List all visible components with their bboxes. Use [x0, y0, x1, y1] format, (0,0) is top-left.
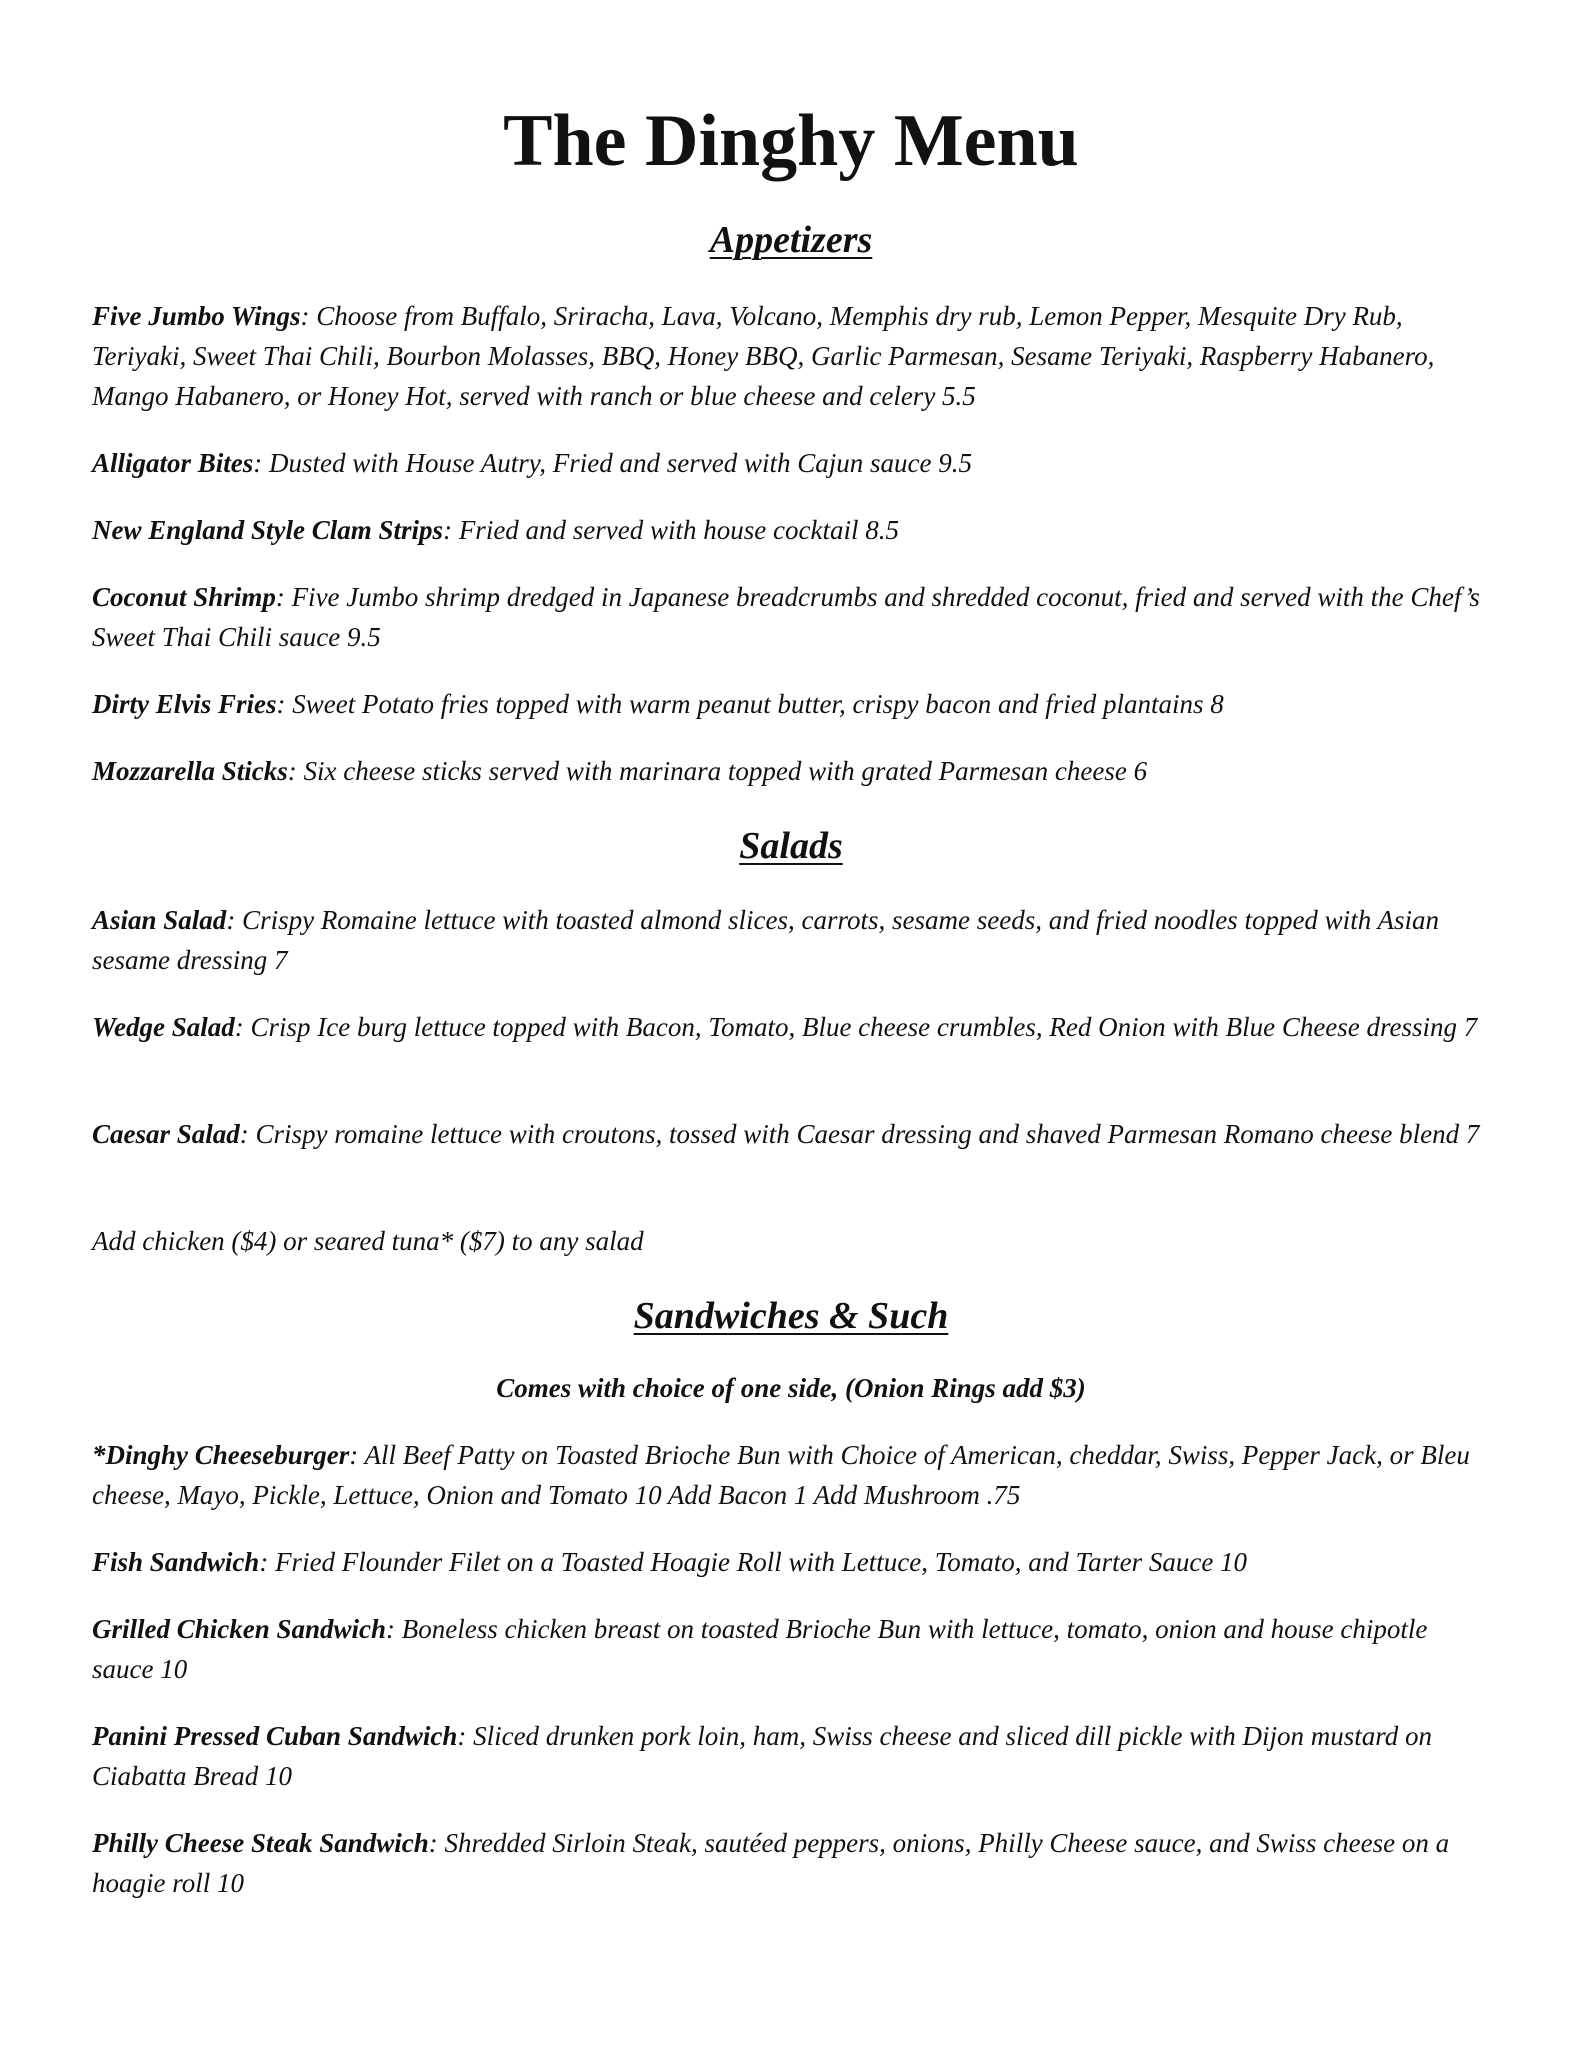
menu-item-description: : Fried and served with house cocktail 8.5 [443, 515, 899, 545]
menu-item [92, 1823, 1492, 1903]
menu-item-name: Panini Pressed Cuban Sandwich [92, 1721, 458, 1751]
menu-item-description: : Five Jumbo shrimp dredged in Japanese breadcrumbs and shredded coconut, fried and served with the Chef’s Sweet Thai Chili sauce 9.5 [92, 582, 1480, 652]
menu-item [92, 443, 1492, 483]
menu-item-name: Wedge Salad [92, 1012, 235, 1042]
menu-item-description: : Crisp Ice burg lettuce topped with Bacon, Tomato, Blue cheese crumbles, Red Onion with Blue Cheese dressing 7 [234, 1012, 1478, 1042]
menu-item-description: : Boneless chicken breast on toasted Brioche Bun with lettuce, tomato, onion and house chipotle sauce 10 [92, 1614, 1428, 1684]
menu-item [92, 1716, 1492, 1796]
menu-item-name: Philly Cheese Steak Sandwich [92, 1828, 429, 1858]
menu-item-name: Alligator Bites [92, 448, 254, 478]
menu-item-description: : Crispy romaine lettuce with croutons, tossed with Caesar dressing and shaved Parmesan Romano cheese blend 7 [239, 1119, 1480, 1149]
menu-item-description: : Sweet Potato fries topped with warm peanut butter, crispy bacon and fried plantains 8 [276, 689, 1224, 719]
menu-item-name: New England Style Clam Strips [92, 515, 444, 545]
menu-item-description: : Sliced drunken pork loin, ham, Swiss cheese and sliced dill pickle with Dijon mustard on Ciabatta Bread 10 [92, 1721, 1432, 1791]
menu-item [92, 900, 1492, 980]
salad-addon-note: Add chicken ($4) or seared tuna* ($7) to any salad [92, 1226, 644, 1256]
sandwich-side-note: Comes with choice of one side, (Onion Rings add $3) [496, 1373, 1086, 1403]
section-heading-appetizers: Appetizers [709, 219, 873, 261]
menu-item-description: : Six cheese sticks served with marinara topped with grated Parmesan cheese 6 [287, 756, 1148, 786]
menu-item-name: Asian Salad [92, 905, 227, 935]
menu-item-description: : Dusted with House Autry, Fried and served with Cajun sauce 9.5 [253, 448, 972, 478]
menu-item [92, 296, 1492, 416]
section-heading-salads: Salads [739, 825, 843, 867]
menu-item-description: : Crispy Romaine lettuce with toasted almond slices, carrots, sesame seeds, and fried noodles topped with Asian sesame dressing 7 [92, 905, 1439, 975]
menu-item [92, 1435, 1492, 1515]
menu-item-name: *Dinghy Cheeseburger [92, 1440, 350, 1470]
menu-item [92, 577, 1492, 657]
menu-item [92, 1114, 1492, 1154]
menu-item-description: : Fried Flounder Filet on a Toasted Hoagie Roll with Lettuce, Tomato, and Tarter Sauce 10 [259, 1547, 1248, 1577]
menu-item-name: Grilled Chicken Sandwich [92, 1614, 387, 1644]
section-heading-sandwiches: Sandwiches & Such [633, 1295, 949, 1337]
menu-item-name: Dirty Elvis Fries [92, 689, 277, 719]
menu-item-name: Caesar Salad [92, 1119, 240, 1149]
menu-item [92, 510, 1492, 550]
menu-item-name: Mozzarella Sticks [92, 756, 288, 786]
menu-item-name: Coconut Shrimp [92, 582, 276, 612]
menu-item [92, 1007, 1492, 1047]
menu-item-description: : Choose from Buffalo, Sriracha, Lava, Volcano, Memphis dry rub, Lemon Pepper, Mesquite Dry Rub, Teriyaki, Sweet Thai Chili, Bourbon Molasses, BBQ, Honey BBQ, Garlic Parmesan, Sesame Teriyaki, Raspberry Habanero, Mango Habanero, or Honey Hot, served with ranch or blue cheese and celery 5.5 [92, 301, 1435, 411]
menu-item-description: : Shredded Sirloin Steak, sautéed peppers, onions, Philly Cheese sauce, and Swiss cheese on a hoagie roll 10 [92, 1828, 1450, 1898]
menu-item-name: Five Jumbo Wings [92, 301, 301, 331]
menu-item [92, 684, 1492, 724]
menu-item [92, 1609, 1492, 1689]
menu-item [92, 1542, 1492, 1582]
menu-item [92, 751, 1492, 791]
page-title: The Dinghy Menu [503, 100, 1079, 182]
menu-item-description: : All Beef Patty on Toasted Brioche Bun with Choice of American, cheddar, Swiss, Pepper Jack, or Bleu cheese, Mayo, Pickle, Lettuce, Onion and Tomato 10 Add Bacon 1 Add Mushroom .75 [92, 1440, 1470, 1510]
menu-item-name: Fish Sandwich [92, 1547, 260, 1577]
